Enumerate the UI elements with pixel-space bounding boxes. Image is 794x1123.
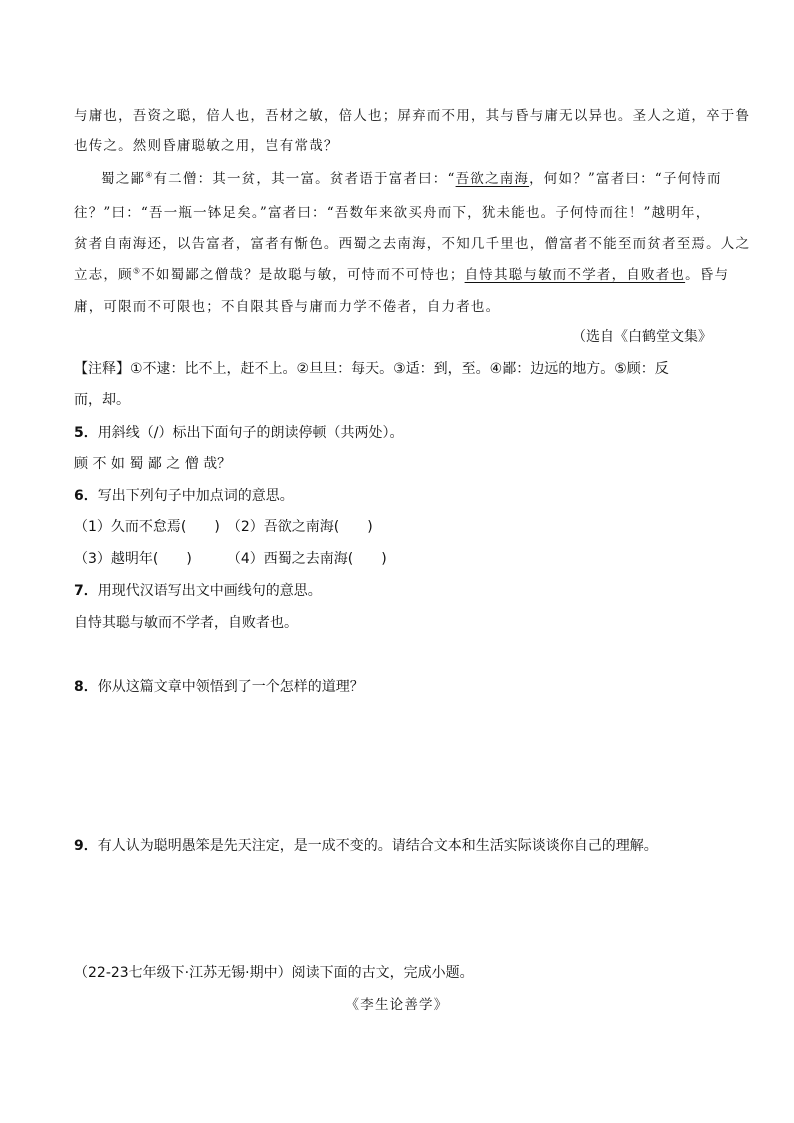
question-number: 9． bbox=[74, 838, 98, 854]
passage-text: ，何如？”富者曰：“子何恃而 bbox=[529, 171, 722, 187]
question-6-items: （1）久而不怠焉( ) （2）吾欲之南海( ) bbox=[74, 519, 373, 535]
section-title: 《李生论善学》 bbox=[345, 997, 449, 1013]
passage-source: （选自《白鹤堂文集》 bbox=[572, 329, 712, 345]
passage-text: 。昏与 bbox=[685, 267, 730, 283]
notes-line: 【注释】①不逮：比不上，赶不上。②旦旦：每天。③适：到，至。④鄙：边远的地方。⑤顾：反 bbox=[74, 361, 669, 377]
passage-line bbox=[74, 134, 339, 154]
question-number: 5． bbox=[74, 425, 98, 441]
question-number: 8． bbox=[74, 679, 98, 695]
passage-text: 与庸也，吾资之聪，倍人也，吾材之敏，倍人也；屏弃而不用，其与昏与庸无以异也。圣人之道，卒于鲁 bbox=[74, 108, 751, 124]
underlined-phrase: 吾欲之南海 bbox=[455, 171, 530, 187]
passage-text: 贫者自南海还，以告富者，富者有惭色。西蜀之去南海，不知几千里也，僧富者不能至而贫者至焉。人之 bbox=[74, 236, 751, 252]
passage-line bbox=[74, 201, 710, 221]
question-7 bbox=[74, 580, 322, 600]
question-number: 6． bbox=[74, 488, 98, 504]
passage-text: 立志，顾 bbox=[74, 267, 133, 283]
question-8 bbox=[74, 676, 364, 696]
passage-text: 庸，可限而不可限也；不自限其昏与庸而力学不倦者，自力者也。 bbox=[74, 299, 501, 315]
question-7-sentence: 自恃其聪与敏而不学者，自败者也。 bbox=[74, 615, 298, 631]
question-text: 有人认为聪明愚笨是先天注定，是一成不变的。请结合文本和生活实际谈谈你自己的理解。 bbox=[97, 838, 658, 854]
section-intro: （22-23七年级下·江苏无锡·期中）阅读下面的古文，完成小题。 bbox=[74, 965, 474, 981]
footnote-marker: ⑤ bbox=[132, 266, 142, 276]
passage-text: 也传之。然则昏庸聪敏之用，岂有常哉？ bbox=[74, 138, 339, 154]
passage-line bbox=[101, 167, 722, 187]
question-5-sentence: 顾 不 如 蜀 鄙 之 僧 哉？ bbox=[74, 456, 232, 472]
question-text: 用现代汉语写出文中画线句的意思。 bbox=[97, 583, 322, 599]
question-number: 7． bbox=[74, 583, 98, 599]
notes-line: 而，却。 bbox=[74, 392, 130, 408]
underlined-sentence: 自恃其聪与敏而不学者，自败者也 bbox=[464, 267, 686, 283]
question-5 bbox=[74, 422, 403, 442]
passage-text: 往？”曰：“吾一瓶一钵足矣。”富者曰：“吾数年来欲买舟而下，犹未能也。子何恃而往！”越明年， bbox=[74, 205, 711, 221]
passage-line bbox=[74, 232, 750, 252]
passage-line bbox=[74, 104, 750, 124]
question-text: 用斜线（/）标出下面句子的朗读停顿（共两处）。 bbox=[97, 425, 404, 441]
question-6 bbox=[74, 485, 294, 505]
question-6-items: （3）越明年( ) （4）西蜀之去南海( ) bbox=[74, 551, 387, 567]
question-9 bbox=[74, 835, 658, 855]
passage-text: 有二僧：其一贫，其一富。贫者语于富者曰：“ bbox=[153, 171, 456, 187]
question-text: 你从这篇文章中领悟到了一个怎样的道理？ bbox=[97, 679, 364, 695]
passage-text: 蜀之鄙 bbox=[101, 171, 146, 187]
passage-line bbox=[74, 263, 729, 283]
footnote-marker: ④ bbox=[145, 170, 154, 180]
passage-text: 不如蜀鄙之僧哉？是故聪与敏，可恃而不可恃也； bbox=[141, 267, 465, 283]
passage-line bbox=[74, 295, 500, 315]
question-text: 写出下列句子中加点词的意思。 bbox=[97, 488, 294, 504]
